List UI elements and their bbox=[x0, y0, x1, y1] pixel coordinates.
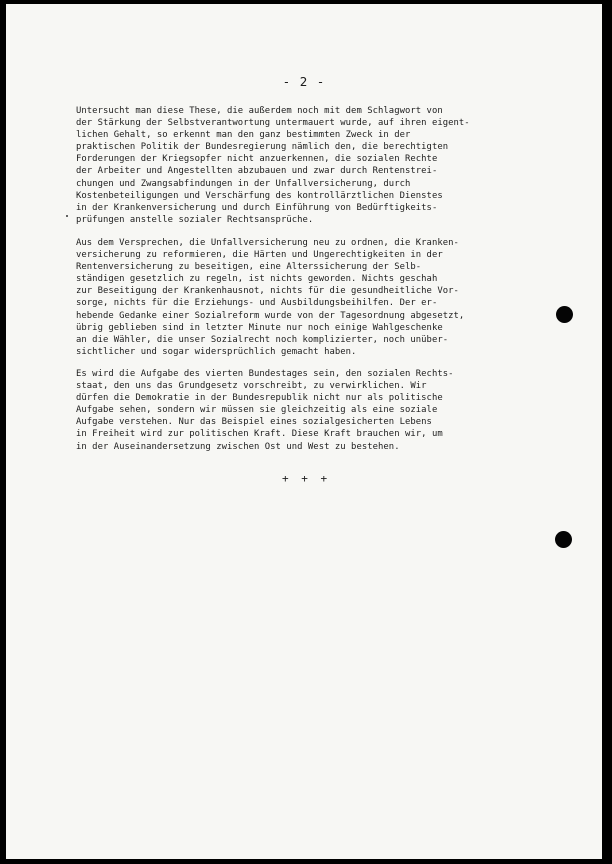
margin-mark bbox=[66, 215, 68, 217]
punch-hole-icon bbox=[555, 531, 572, 548]
paragraph-3: Es wird die Aufgabe des vierten Bundestages sein, den sozialen Rechts- staat, den uns das Grundgesetz vorschreibt, zu verwirklichen. Wir dürfen die Demokratie in der Bundesrepublik nicht nur als politische Aufgabe sehen, sondern wir müssen sie gleichzeitig als eine soziale Aufgabe verstehen. Nur das Beispiel eines sozialgesicherten Lebens in Freiheit wird zur politischen Kraft. Diese Kraft brauchen wir, um in der Auseinandersetzung zwischen Ost und West zu bestehen. bbox=[76, 369, 454, 452]
document-page bbox=[6, 4, 602, 859]
paragraph-1: Untersucht man diese These, die außerdem noch mit dem Schlagwort von der Stärkung der Selbstverantwortung untermauert wurde, auf ihren eigent- lichen Gehalt, so erkennt man den ganz bestimmten Zweck in der praktischen Politik der Bundesregierung nämlich den, die berechtigten Forderungen der Kriegsopfer nicht anzuerkennen, die sozialen Rechte der Arbeiter und Angestellten abzubauen und zwar durch Rentenstrei- chungen und Zwangsabfindungen in der Unfallversicherung, durch Kostenbeteiligungen und Verschärfung des kontrollärztlichen Dienstes in der Krankenversicherung und durch Einführung von Bedürftigkeits- prüfungen anstelle sozialer Rechtsansprüche. bbox=[76, 106, 470, 225]
end-mark: + + + bbox=[282, 472, 331, 485]
page-number: - 2 - bbox=[282, 74, 326, 89]
paragraph-2: Aus dem Versprechen, die Unfallversicherung neu zu ordnen, die Kranken- versicherung zu reformieren, die Härten und Ungerechtigkeiten in der Rentenversicherung zu beseitigen, eine Alterssicherung der Selb- ständigen gesetzlich zu regeln, ist nichts geworden. Nichts geschah zur Beseitigung der Krankenhausnot, nichts für die gesundheitliche Vor- sorge, nichts für die Erziehungs- und Ausbildungsbeihilfen. Der er- hebende Gedanke einer Sozialreform wurde von der Tagesordnung abgesetzt, übrig geblieben sind in letzter Minute nur noch einige Wahlgeschenke an die Wähler, die unser Sozialrecht noch komplizierter, noch unüber- sichtlicher und sogar widersprüchlich gemacht haben. bbox=[76, 238, 465, 357]
punch-hole-icon bbox=[556, 306, 573, 323]
